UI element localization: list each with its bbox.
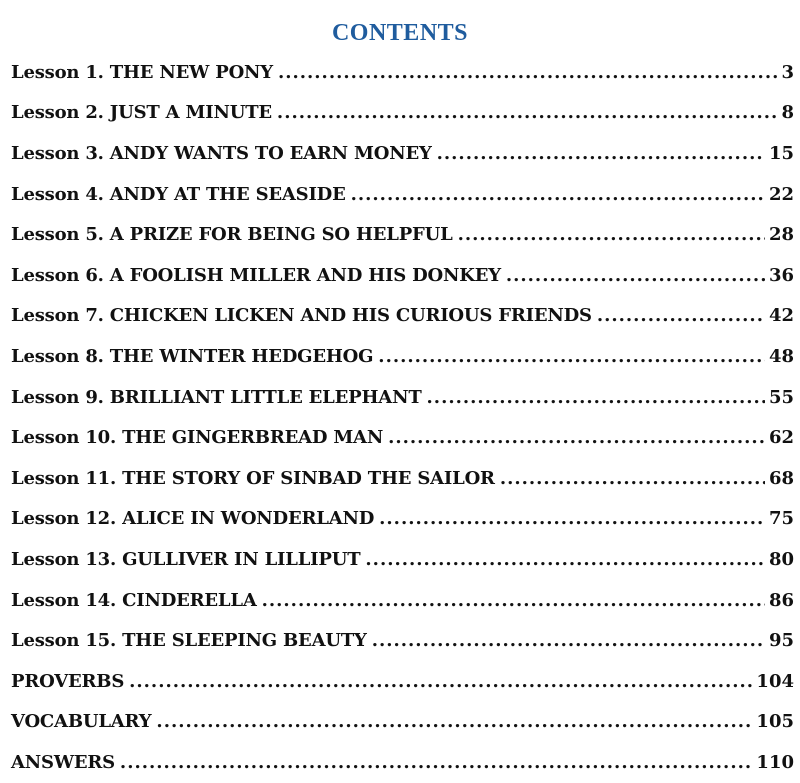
entry-title: Lesson 5. A PRIZE FOR BEING SO HELPFUL xyxy=(11,224,453,246)
dot-leader xyxy=(388,427,765,448)
entry-title: Lesson 1. THE NEW PONY xyxy=(11,61,273,83)
page-number: 110 xyxy=(756,751,794,773)
page-number: 3 xyxy=(781,61,794,83)
page-number: 36 xyxy=(768,264,794,286)
toc-entry-proverbs[interactable] xyxy=(11,661,794,702)
entry-title: Lesson 11. THE STORY OF SINBAD THE SAILOR xyxy=(11,467,495,489)
dot-leader xyxy=(156,711,752,732)
entry-title: Lesson 14. CINDERELLA xyxy=(11,589,257,611)
dot-leader xyxy=(372,630,765,651)
dot-leader xyxy=(278,62,778,83)
entry-title: Lesson 7. CHICKEN LICKEN AND HIS CURIOUS FRIENDS xyxy=(11,305,592,327)
toc-entry-lesson-14[interactable] xyxy=(11,580,794,621)
entry-title: Lesson 4. ANDY AT THE SEASIDE xyxy=(11,183,346,205)
page-number: 86 xyxy=(768,589,794,611)
page-number: 48 xyxy=(768,345,794,367)
toc-entry-lesson-8[interactable] xyxy=(11,336,794,377)
dot-leader xyxy=(351,184,765,205)
page-number: 42 xyxy=(768,305,794,327)
page-title: CONTENTS xyxy=(331,20,469,47)
toc-entry-lesson-2[interactable] xyxy=(11,93,794,134)
toc-entry-lesson-11[interactable] xyxy=(11,458,794,499)
toc-entry-lesson-12[interactable] xyxy=(11,499,794,540)
toc-entry-lesson-6[interactable] xyxy=(11,255,794,296)
page-number: 95 xyxy=(768,630,794,652)
toc-entry-lesson-10[interactable] xyxy=(11,417,794,458)
dot-leader xyxy=(262,590,765,611)
page-number: 104 xyxy=(756,670,794,692)
page-number: 8 xyxy=(781,102,794,124)
page-number: 68 xyxy=(768,467,794,489)
toc-entry-lesson-7[interactable] xyxy=(11,296,794,337)
entry-title: Lesson 8. THE WINTER HEDGEHOG xyxy=(11,345,374,367)
toc-entry-lesson-4[interactable] xyxy=(11,174,794,215)
page-number: 62 xyxy=(768,427,794,449)
dot-leader xyxy=(120,752,753,773)
dot-leader xyxy=(277,102,778,123)
page-number: 75 xyxy=(768,508,794,530)
dot-leader xyxy=(427,387,765,408)
table-of-contents xyxy=(11,52,794,783)
toc-entry-lesson-9[interactable] xyxy=(11,377,794,418)
entry-title: PROVERBS xyxy=(11,670,125,692)
dot-leader xyxy=(500,468,765,489)
page-number: 80 xyxy=(768,548,794,570)
entry-title: Lesson 13. GULLIVER IN LILLIPUT xyxy=(11,548,361,570)
dot-leader xyxy=(129,671,752,692)
entry-title: ANSWERS xyxy=(11,751,115,773)
entry-title: VOCABULARY xyxy=(11,711,152,733)
entry-title: Lesson 3. ANDY WANTS TO EARN MONEY xyxy=(11,142,432,164)
toc-entry-lesson-1[interactable] xyxy=(11,52,794,93)
toc-entry-lesson-5[interactable] xyxy=(11,214,794,255)
dot-leader xyxy=(506,265,765,286)
dot-leader xyxy=(437,143,765,164)
dot-leader xyxy=(379,508,765,529)
page-number: 22 xyxy=(768,183,794,205)
entry-title: Lesson 15. THE SLEEPING BEAUTY xyxy=(11,630,367,652)
page-number: 105 xyxy=(756,711,794,733)
toc-entry-lesson-3[interactable] xyxy=(11,133,794,174)
dot-leader xyxy=(458,224,765,245)
entry-title: Lesson 10. THE GINGERBREAD MAN xyxy=(11,427,384,449)
toc-entry-vocabulary[interactable] xyxy=(11,702,794,743)
toc-entry-answers[interactable] xyxy=(11,742,794,783)
toc-entry-lesson-13[interactable] xyxy=(11,539,794,580)
toc-entry-lesson-15[interactable] xyxy=(11,620,794,661)
dot-leader xyxy=(378,346,765,367)
entry-title: Lesson 6. A FOOLISH MILLER AND HIS DONKEY xyxy=(11,264,501,286)
page-number: 15 xyxy=(768,142,794,164)
page-number: 28 xyxy=(768,224,794,246)
entry-title: Lesson 9. BRILLIANT LITTLE ELEPHANT xyxy=(11,386,422,408)
entry-title: Lesson 2. JUST A MINUTE xyxy=(11,102,272,124)
dot-leader xyxy=(365,549,765,570)
dot-leader xyxy=(597,305,765,326)
page-number: 55 xyxy=(768,386,794,408)
entry-title: Lesson 12. ALICE IN WONDERLAND xyxy=(11,508,375,530)
